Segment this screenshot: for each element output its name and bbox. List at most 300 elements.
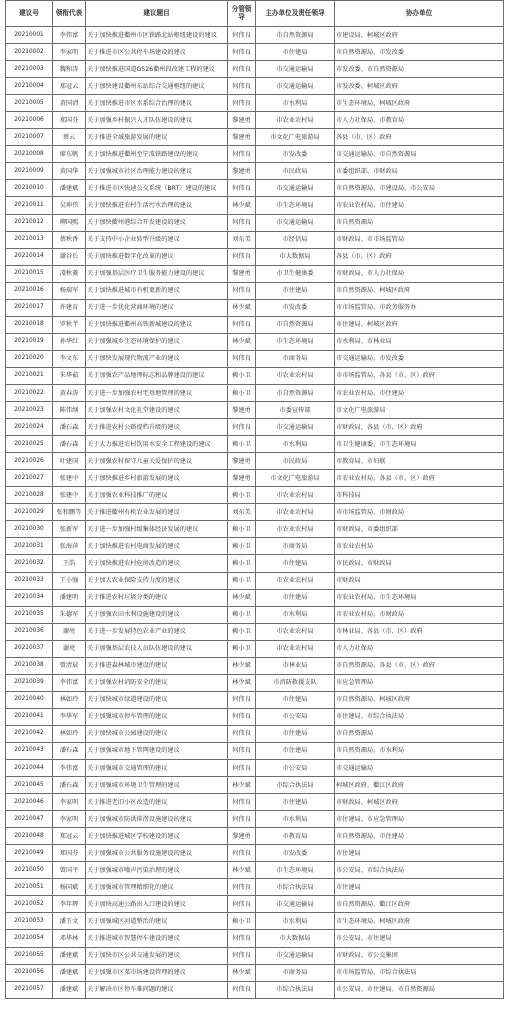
table-row [6,436,504,453]
table-row [6,44,504,61]
proposal-no-cell: 20210015 [6,265,53,282]
table-row [6,146,504,163]
proposal-title-cell: 关于推进市区公共停车场建设的建议 [86,44,228,61]
co-units-cell: 市自然资源局、衢江区政府 [335,896,504,913]
host-unit-cell: 市农业农村局 [256,572,335,589]
host-unit-cell: 市文化广电旅游局 [256,470,335,487]
co-units-cell: 市财政局、柯城区政府 [335,794,504,811]
proposal-title-cell: 关于大力推进农村饮用水安全工程建设的建议 [86,436,228,453]
co-units-cell: 市自然资源局、市建设局、市公安局 [335,180,504,197]
leader-cell: 林少斌 [228,674,256,691]
lead-rep-cell: 许建育 [53,299,86,316]
co-units-cell: 市财政局、市委组织部 [335,521,504,538]
table-row [6,384,504,401]
lead-rep-cell: 朱华茹 [53,367,86,384]
lead-rep-cell: 潘石森 [53,419,86,436]
proposal-title-cell: 关于推进老旧小区改造的建议 [86,794,228,811]
proposal-title-cell: 关于推进城市智慧停车建设的建议 [86,930,228,947]
proposal-title-cell: 关于加强农产品地理标志和品牌建设的建议 [86,367,228,384]
co-units-cell: 市林业局、各县（市、区）政府 [335,623,504,640]
lead-rep-cell: 谢亮 [53,623,86,640]
proposal-no-cell: 20210057 [6,981,53,998]
table-row [6,61,504,78]
host-unit-cell: 市自然资源局 [256,316,335,333]
proposal-no-cell: 20210046 [6,794,53,811]
host-unit-cell: 市商务局 [256,964,335,981]
host-unit-cell: 市农业农村局 [256,367,335,384]
host-unit-cell: 市农业农村局 [256,623,335,640]
co-units-cell: 市民政局、市财政局 [335,555,504,572]
leader-cell: 何伟良 [228,691,256,708]
table-row [6,674,504,691]
co-units-cell: 市建设局、柯城区政府 [335,27,504,44]
proposal-title-cell: 关于加强城市地下管网建设的建议 [86,742,228,759]
co-units-cell: 市财政局 [335,572,504,589]
leader-cell: 赖小卫 [228,487,256,504]
host-unit-cell: 市公安局 [256,760,335,777]
host-unit-cell: 市综合执法局 [256,981,335,998]
co-units-cell: 市公安局、市住建局、市自然资源局 [335,981,504,998]
proposal-title-cell: 关于推进市区快速公交系统（BRT）建设的建议 [86,180,228,197]
proposal-no-cell: 20210041 [6,708,53,725]
co-units-cell: 市公安局、市住建局 [335,930,504,947]
proposal-no-cell: 20210016 [6,282,53,299]
proposal-no-cell: 20210011 [6,197,53,214]
table-row [6,231,504,248]
table-row [6,623,504,640]
host-unit-cell: 市住建局 [256,794,335,811]
proposal-title-cell: 关于加大农业保险支持力度的建议 [86,572,228,589]
proposal-title-cell: 关于加强基层医疗卫生服务能力建设的建议 [86,265,228,282]
host-unit-cell: 市住建局 [256,742,335,759]
table-row [6,981,504,998]
co-units-cell: 市自然资源局 [335,725,504,742]
table-row [6,708,504,725]
leader-cell: 赖小卫 [228,538,256,555]
lead-rep-cell: 李年辉 [53,896,86,913]
co-units-cell: 市生态环境局、柯城区政府 [335,95,504,112]
proposal-no-cell: 20210054 [6,930,53,947]
lead-rep-cell: 潘石森 [53,742,86,759]
lead-rep-cell: 潘建斌 [53,947,86,964]
host-unit-cell: 市水利局 [256,913,335,930]
co-units-cell: 市生态环境局、柯城区政府 [335,913,504,930]
leader-cell: 何伟良 [228,61,256,78]
lead-rep-cell: 凌秋菱 [53,265,86,282]
table-row [6,691,504,708]
proposal-no-cell: 20210005 [6,95,53,112]
proposal-title-cell: 关于加快高速公路出入口建设的建议 [86,896,228,913]
table-row [6,163,504,180]
table-row [6,742,504,759]
proposal-title-cell: 关于推进农村公路提档升级的建议 [86,419,228,436]
proposal-title-cell: 关于加强城市防洪排涝设施建设的建议 [86,811,228,828]
table-row [6,265,504,282]
leader-cell: 何伟良 [228,350,256,367]
proposal-no-cell: 20210030 [6,521,53,538]
lead-rep-cell: 郑冠云 [53,78,86,95]
proposal-no-cell: 20210037 [6,640,53,657]
lead-rep-cell: 曾国平 [53,862,86,879]
proposal-title-cell: 关于推进森林城市建设的建议 [86,657,228,674]
table-row [6,879,504,896]
leader-cell: 何伟良 [228,760,256,777]
co-units-cell: 市自然资源局、各县（市、区）政府 [335,657,504,674]
leader-cell: 黎建勇 [228,453,256,470]
host-unit-cell: 市水利局 [256,436,335,453]
table-header-row [6,1,504,27]
proposal-title-cell: 关于加快推进乡村旅游发展的建议 [86,470,228,487]
leader-cell: 赖小卫 [228,384,256,401]
host-unit-cell: 市公安局 [256,708,335,725]
table-row [6,78,504,95]
proposal-title-cell: 关于加强农村消防安全的建议 [86,674,228,691]
lead-rep-cell: 黄春涛 [53,384,86,401]
leader-cell: 赖小卫 [228,367,256,384]
proposal-no-cell: 20210043 [6,742,53,759]
proposal-title-cell: 关于加快城市绿道建设的建议 [86,691,228,708]
proposal-title-cell: 关于加强农田水利设施建设的建议 [86,606,228,623]
leader-cell: 何伟良 [228,845,256,862]
co-units-cell: 市委组织部、市财政局 [335,163,504,180]
leader-cell: 何伟良 [228,44,256,61]
host-unit-cell: 市农业农村局 [256,112,335,129]
host-unit-cell: 市住建局 [256,589,335,606]
table-row [6,180,504,197]
co-units-cell: 市农业农村局、市财政局 [335,606,504,623]
proposal-no-cell: 20210006 [6,112,53,129]
host-unit-cell: 市大数据局 [256,930,335,947]
co-units-cell: 市住建局 [335,879,504,896]
lead-rep-cell: 廖东帆 [53,146,86,163]
co-units-cell: 市农业农村局、市住建局 [335,197,504,214]
leader-cell: 何伟良 [228,879,256,896]
proposal-no-cell: 20210010 [6,180,53,197]
co-units-cell: 各县（市、区）政府 [335,129,504,146]
proposal-no-cell: 20210002 [6,44,53,61]
table-row [6,913,504,930]
host-unit-cell: 市教育局 [256,828,335,845]
proposal-no-cell: 20210028 [6,487,53,504]
leader-cell: 黎建勇 [228,265,256,282]
host-unit-cell: 市商务局 [256,538,335,555]
lead-rep-cell: 潘建明 [53,589,86,606]
host-unit-cell: 市农业农村局 [256,504,335,521]
table-row [6,282,504,299]
proposal-no-cell: 20210053 [6,913,53,930]
lead-rep-cell: 李伟富 [53,27,86,44]
co-units-cell: 市交通运输局、市自然资源局 [335,146,504,163]
proposal-no-cell: 20210055 [6,947,53,964]
leader-cell: 何伟良 [228,95,256,112]
lead-rep-cell: 李华军 [53,708,86,725]
host-unit-cell: 市交通运输局 [256,947,335,964]
lead-rep-cell: 李家明 [53,811,86,828]
table-row [6,419,504,436]
host-unit-cell: 市发改委 [256,845,335,862]
proposal-title-cell: 关于加快推进国道G526衢州段改建工程的建议 [86,61,228,78]
table-row [6,896,504,913]
table-row [6,828,504,845]
proposal-no-cell: 20210020 [6,350,53,367]
host-unit-cell: 市住建局 [256,725,335,742]
proposal-no-cell: 20210032 [6,555,53,572]
co-units-cell: 市人力社保局 [335,640,504,657]
proposal-title-cell: 关于加强基层农技人员队伍建设的建议 [86,640,228,657]
proposal-no-cell: 20210014 [6,248,53,265]
proposal-no-cell: 20210048 [6,828,53,845]
host-unit-cell: 市农业农村局 [256,487,335,504]
co-units-cell: 市农业农村局、市生态环境局 [335,589,504,606]
proposal-title-cell: 关于解决市区停车难问题的建议 [86,981,228,998]
leader-cell: 何伟良 [228,708,256,725]
leader-cell: 林少斌 [228,299,256,316]
lead-rep-cell: 潘建斌 [53,981,86,998]
proposal-no-cell: 20210050 [6,862,53,879]
proposal-title-cell: 关于加快推进城区学校建设的建议 [86,828,228,845]
leader-cell: 林少斌 [228,589,256,606]
co-units-cell: 市交通运输局、市发改委 [335,350,504,367]
table-row [6,453,504,470]
host-unit-cell: 市生态环境局 [256,333,335,350]
proposal-title-cell: 关于加快推进衢州市区铁路北站枢纽建设的建议 [86,27,228,44]
proposal-no-cell: 20210003 [6,61,53,78]
co-units-cell: 市住建局、市应急管理局 [335,811,504,828]
proposal-no-cell: 20210017 [6,299,53,316]
host-unit-cell: 市交通运输局 [256,419,335,436]
lead-rep-cell: 张建中 [53,487,86,504]
lead-rep-cell: 蔡秋香 [53,231,86,248]
lead-rep-cell: 潘建斌 [53,180,86,197]
proposal-no-cell: 20210033 [6,572,53,589]
leader-cell: 黎建勇 [228,112,256,129]
lead-rep-cell: 郑冠云 [53,828,86,845]
table-row [6,470,504,487]
proposal-no-cell: 20210035 [6,606,53,623]
co-units-cell: 市应急管理局 [335,674,504,691]
leader-cell: 何伟良 [228,981,256,998]
leader-cell: 何伟良 [228,419,256,436]
proposal-title-cell: 关于加快衢州港综合开发建设的建议 [86,214,228,231]
host-unit-cell: 市发改委 [256,146,335,163]
table-row [6,248,504,265]
proposal-no-cell: 20210052 [6,896,53,913]
proposal-no-cell: 20210039 [6,674,53,691]
host-unit-cell: 市消防救援支队 [256,674,335,691]
co-units-cell: 各县（市、区）政府 [335,248,504,265]
leader-cell: 何伟良 [228,248,256,265]
lead-rep-cell: 吴坤伟 [53,197,86,214]
proposal-no-cell: 20210019 [6,333,53,350]
co-units-cell: 市财政局、各县（市、区）政府 [335,419,504,436]
co-units-cell: 市自然资源局、柯城区政府 [335,691,504,708]
leader-cell: 何伟良 [228,947,256,964]
table-row [6,794,504,811]
co-units-cell: 市交通运输局 [335,760,504,777]
proposal-title-cell: 关于进一步加强农村宅基地管理的建议 [86,384,228,401]
lead-rep-cell: 叶建国 [53,453,86,470]
host-unit-cell: 市交通运输局 [256,180,335,197]
lead-rep-cell: 李家明 [53,794,86,811]
proposal-title-cell: 关于推进衢州有机农业发展的建议 [86,504,228,521]
co-units-cell: 市住建局 [335,845,504,862]
proposal-no-cell: 20210031 [6,538,53,555]
proposal-no-cell: 20210009 [6,163,53,180]
leader-cell: 何伟良 [228,725,256,742]
proposal-title-cell: 关于加强城区河道整治的建议 [86,913,228,930]
proposal-no-cell: 20210021 [6,367,53,384]
proposal-title-cell: 关于推进全域旅游发展的建议 [86,129,228,146]
proposal-title-cell: 关于加强城市停车管理的建议 [86,708,228,725]
lead-rep-cell: 谢亮 [53,640,86,657]
proposal-no-cell: 20210013 [6,231,53,248]
table-row [6,350,504,367]
table-row [6,777,504,794]
co-units-cell: 市住建局、市综合执法局 [335,708,504,725]
leader-cell: 刘东美 [228,231,256,248]
proposal-no-cell: 20210034 [6,589,53,606]
proposal-title-cell: 关于加强城市社区治理能力建设的建议 [86,163,228,180]
lead-rep-cell: 杨瑞军 [53,282,86,299]
host-unit-cell: 市住建局 [256,691,335,708]
proposal-no-cell: 20210040 [6,691,53,708]
co-units-cell: 市市场监管局、市财政局 [335,504,504,521]
lead-rep-cell: 潘玉文 [53,913,86,930]
header-proposal-title: 建议题目 [86,1,228,27]
table-row [6,964,504,981]
table-row [6,487,504,504]
header-co-units: 协办单位 [335,1,504,27]
table-row [6,129,504,146]
table-row [6,811,504,828]
co-units-cell: 市农业农村局、各县（市、区）政府 [335,470,504,487]
table-row [6,333,504,350]
leader-cell: 刘东美 [228,504,256,521]
leader-cell: 何伟良 [228,316,256,333]
table-row [6,299,504,316]
proposal-title-cell: 关于加快推进农村危房改造的建议 [86,555,228,572]
co-units-cell: 市自然资源局、柯城区政府 [335,282,504,299]
co-units-cell: 市住建局、柯城区政府 [335,316,504,333]
co-units-cell: 市财政局、市公交集团 [335,947,504,964]
proposal-no-cell: 20210049 [6,845,53,862]
table-row [6,606,504,623]
lead-rep-cell: 黄国清 [53,95,86,112]
proposal-no-cell: 20210027 [6,470,53,487]
table-row [6,845,504,862]
co-units-cell: 市自然资源局、市发改委 [335,44,504,61]
proposal-title-cell: 关于进一步加强村级集体经济发展的建议 [86,521,228,538]
co-units-cell: 市农业农村局、市住建局 [335,384,504,401]
leader-cell: 何伟良 [228,180,256,197]
leader-cell: 赖小卫 [228,555,256,572]
leader-cell: 赖小卫 [228,436,256,453]
co-units-cell: 市卫生健康委、市生态环境局 [335,436,504,453]
table-row [6,862,504,879]
leader-cell: 何伟良 [228,930,256,947]
table-row [6,589,504,606]
proposal-title-cell: 关于加强城市环境卫生管理的建议 [86,777,228,794]
proposal-title-cell: 关于加快建设衢州东站综合交通枢纽的建议 [86,78,228,95]
proposal-no-cell: 20210023 [6,402,53,419]
lead-rep-cell: 杨国斌 [53,879,86,896]
proposal-no-cell: 20210044 [6,760,53,777]
lead-rep-cell: 李文东 [53,350,86,367]
host-unit-cell: 市农业农村局 [256,640,335,657]
proposal-title-cell: 关于进一步优化营商环境的建议 [86,299,228,316]
host-unit-cell: 市生态环境局 [256,862,335,879]
co-units-cell: 市人力社保局、市教育局 [335,112,504,129]
host-unit-cell: 市卫生健康委 [256,265,335,282]
proposal-title-cell: 关于推进农村垃圾分类的建议 [86,589,228,606]
lead-rep-cell: 郑国芬 [53,845,86,862]
proposal-no-cell: 20210047 [6,811,53,828]
table-row [6,760,504,777]
table-row [6,402,504,419]
co-units-cell: 市财政局、市市场监管局 [335,231,504,248]
host-unit-cell: 市商务局 [256,350,335,367]
proposal-no-cell: 20210007 [6,129,53,146]
lead-rep-cell: 孙华红 [53,333,86,350]
host-unit-cell: 市综合执法局 [256,879,335,896]
proposal-no-cell: 20210022 [6,384,53,401]
proposal-title-cell: 关于加强城市公共服务设施建设的建议 [86,845,228,862]
lead-rep-cell: 张新军 [53,521,86,538]
proposal-title-cell: 关于加强市区菜市场建设管理的建议 [86,964,228,981]
table-row [6,521,504,538]
leader-cell: 赖小卫 [228,521,256,538]
host-unit-cell: 市水利局 [256,811,335,828]
lead-rep-cell: 柳国熙 [53,214,86,231]
co-units-cell: 市水利局、市林业局 [335,333,504,350]
proposal-table [5,0,504,999]
lead-rep-cell: 王小强 [53,572,86,589]
header-proposal-no: 建议号 [6,1,53,27]
proposal-no-cell: 20210018 [6,316,53,333]
table-row [6,640,504,657]
proposal-title-cell: 关于加强城乡生态环境保护的建议 [86,333,228,350]
host-unit-cell: 市交通运输局 [256,896,335,913]
co-units-cell: 柯城区政府、衢江区政府 [335,777,504,794]
table-row [6,95,504,112]
lead-rep-cell: 邓华林 [53,930,86,947]
leader-cell: 何伟良 [228,282,256,299]
table-row [6,725,504,742]
proposal-title-cell: 关于加快推进农村生活污水治理的建议 [86,197,228,214]
proposal-title-cell: 关于加快推进农村电商发展的建议 [86,538,228,555]
proposal-title-cell: 关于加强农村文化礼堂建设的建议 [86,402,228,419]
lead-rep-cell: 朱德军 [53,606,86,623]
proposal-no-cell: 20210029 [6,504,53,521]
host-unit-cell: 市综合执法局 [256,777,335,794]
table-row [6,112,504,129]
co-units-cell: 市科技局 [335,487,504,504]
proposal-no-cell: 20210051 [6,879,53,896]
proposal-title-cell: 关于加快城市公园建设的建议 [86,725,228,742]
co-units-cell: 市市场监管局、市政务服务办 [335,299,504,316]
leader-cell: 林少斌 [228,657,256,674]
host-unit-cell: 市住建局 [256,44,335,61]
table-row [6,930,504,947]
host-unit-cell: 市交通运输局 [256,61,335,78]
lead-rep-cell: 罗秋芊 [53,316,86,333]
host-unit-cell: 市交通运输局 [256,78,335,95]
host-unit-cell: 市自然资源局 [256,384,335,401]
table-row [6,572,504,589]
co-units-cell: 市文化广电旅游局 [335,402,504,419]
proposal-no-cell: 20210001 [6,27,53,44]
lead-rep-cell: 潘石森 [53,777,86,794]
